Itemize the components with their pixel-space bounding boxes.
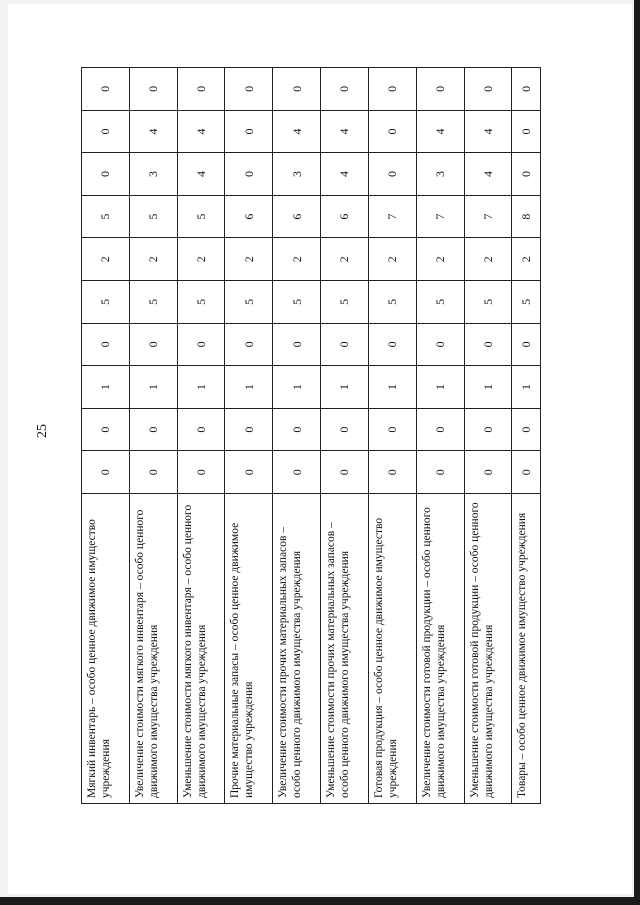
code-digit-cell: 0 <box>129 408 177 451</box>
code-digit-cell: 5 <box>82 195 130 238</box>
code-digit-cell: 0 <box>82 153 130 196</box>
code-digit-cell: 5 <box>225 281 273 324</box>
code-digit-cell: 0 <box>273 323 321 366</box>
code-digit-cell: 0 <box>512 68 541 111</box>
code-digit-cell: 5 <box>464 281 512 324</box>
code-digit-cell: 7 <box>368 195 416 238</box>
code-digit-cell: 5 <box>273 281 321 324</box>
scan-edge-bottom <box>0 897 640 905</box>
code-digit-cell: 0 <box>368 451 416 494</box>
code-digit-cell: 2 <box>368 238 416 281</box>
code-digit-cell: 0 <box>464 451 512 494</box>
account-table <box>81 67 541 804</box>
account-name-cell: Увеличение стоимости готовой продукции – особо ценного движимого имущества учреждения <box>416 494 464 804</box>
code-digit-cell: 3 <box>129 153 177 196</box>
account-name-cell: Мягкий инвентарь – особо ценное движимое имущество учреждения <box>82 494 130 804</box>
code-digit-cell: 0 <box>321 451 369 494</box>
code-digit-cell: 1 <box>416 366 464 409</box>
code-digit-cell: 1 <box>225 366 273 409</box>
code-digit-cell: 0 <box>416 451 464 494</box>
code-digit-cell: 6 <box>273 195 321 238</box>
code-digit-cell: 1 <box>273 366 321 409</box>
table-row <box>368 68 416 804</box>
code-digit-cell: 5 <box>368 281 416 324</box>
table-row <box>225 68 273 804</box>
table-row <box>321 68 369 804</box>
document-page <box>8 4 632 894</box>
code-digit-cell: 2 <box>321 238 369 281</box>
code-digit-cell: 6 <box>225 195 273 238</box>
code-digit-cell: 0 <box>225 153 273 196</box>
table-row <box>464 68 512 804</box>
code-digit-cell: 0 <box>177 451 225 494</box>
code-digit-cell: 2 <box>273 238 321 281</box>
code-digit-cell: 0 <box>177 68 225 111</box>
code-digit-cell: 0 <box>464 408 512 451</box>
code-digit-cell: 0 <box>273 68 321 111</box>
code-digit-cell: 2 <box>177 238 225 281</box>
code-digit-cell: 0 <box>512 153 541 196</box>
code-digit-cell: 1 <box>129 366 177 409</box>
code-digit-cell: 0 <box>368 110 416 153</box>
code-digit-cell: 1 <box>321 366 369 409</box>
code-digit-cell: 0 <box>321 68 369 111</box>
code-digit-cell: 2 <box>129 238 177 281</box>
code-digit-cell: 1 <box>82 366 130 409</box>
code-digit-cell: 5 <box>416 281 464 324</box>
code-digit-cell: 4 <box>177 153 225 196</box>
code-digit-cell: 0 <box>82 323 130 366</box>
code-digit-cell: 0 <box>416 68 464 111</box>
code-digit-cell: 0 <box>82 110 130 153</box>
code-digit-cell: 0 <box>225 408 273 451</box>
code-digit-cell: 7 <box>416 195 464 238</box>
code-digit-cell: 2 <box>225 238 273 281</box>
code-digit-cell: 0 <box>512 408 541 451</box>
code-digit-cell: 5 <box>321 281 369 324</box>
code-digit-cell: 0 <box>129 451 177 494</box>
code-digit-cell: 4 <box>321 153 369 196</box>
code-digit-cell: 0 <box>225 323 273 366</box>
code-digit-cell: 0 <box>177 408 225 451</box>
code-digit-cell: 3 <box>416 153 464 196</box>
code-digit-cell: 2 <box>82 238 130 281</box>
code-digit-cell: 0 <box>321 323 369 366</box>
code-digit-cell: 0 <box>368 408 416 451</box>
code-digit-cell: 3 <box>273 153 321 196</box>
code-digit-cell: 2 <box>512 238 541 281</box>
page-number: 25 <box>35 424 50 438</box>
table-row <box>273 68 321 804</box>
account-name-cell: Прочие материальные запасы – особо ценное движимое имущество учреждения <box>225 494 273 804</box>
code-digit-cell: 0 <box>82 451 130 494</box>
table-row <box>416 68 464 804</box>
account-name-cell: Готовая продукция – особо ценное движимое имущество учреждения <box>368 494 416 804</box>
code-digit-cell: 0 <box>368 323 416 366</box>
code-digit-cell: 4 <box>464 110 512 153</box>
code-digit-cell: 0 <box>464 68 512 111</box>
code-digit-cell: 4 <box>177 110 225 153</box>
code-digit-cell: 6 <box>321 195 369 238</box>
code-digit-cell: 4 <box>321 110 369 153</box>
code-digit-cell: 0 <box>82 68 130 111</box>
code-digit-cell: 0 <box>273 408 321 451</box>
code-digit-cell: 0 <box>225 110 273 153</box>
code-digit-cell: 0 <box>512 110 541 153</box>
code-digit-cell: 4 <box>416 110 464 153</box>
code-digit-cell: 0 <box>512 451 541 494</box>
code-digit-cell: 0 <box>129 68 177 111</box>
table-row <box>82 68 130 804</box>
code-digit-cell: 0 <box>225 68 273 111</box>
code-digit-cell: 0 <box>416 323 464 366</box>
table-row <box>177 68 225 804</box>
code-digit-cell: 5 <box>512 281 541 324</box>
account-name-cell: Уменьшение стоимости прочих материальных запасов – особо ценного движимого имущества учреждения <box>321 494 369 804</box>
code-digit-cell: 4 <box>464 153 512 196</box>
code-digit-cell: 0 <box>368 68 416 111</box>
scan-edge-right <box>634 0 640 905</box>
account-name-cell: Уменьшение стоимости мягкого инвентаря – особо ценного движимого имущества учреждения <box>177 494 225 804</box>
code-digit-cell: 2 <box>416 238 464 281</box>
account-name-cell: Уменьшение стоимости готовой продукции – особо ценного движимого имущества учреждения <box>464 494 512 804</box>
code-digit-cell: 4 <box>273 110 321 153</box>
account-name-cell: Увеличение стоимости прочих материальных запасов – особо ценного движимого имущества учреждения <box>273 494 321 804</box>
code-digit-cell: 0 <box>177 323 225 366</box>
code-digit-cell: 1 <box>512 366 541 409</box>
account-table-wrapper <box>81 68 541 804</box>
code-digit-cell: 1 <box>368 366 416 409</box>
code-digit-cell: 0 <box>416 408 464 451</box>
code-digit-cell: 0 <box>225 451 273 494</box>
account-name-cell: Товары – особо ценное движимое имущество учреждения <box>512 494 541 804</box>
table-row <box>129 68 177 804</box>
code-digit-cell: 5 <box>177 195 225 238</box>
code-digit-cell: 5 <box>129 281 177 324</box>
code-digit-cell: 1 <box>177 366 225 409</box>
code-digit-cell: 8 <box>512 195 541 238</box>
code-digit-cell: 5 <box>82 281 130 324</box>
table-body <box>82 68 541 804</box>
code-digit-cell: 0 <box>464 323 512 366</box>
code-digit-cell: 7 <box>464 195 512 238</box>
code-digit-cell: 1 <box>464 366 512 409</box>
code-digit-cell: 5 <box>177 281 225 324</box>
table-row <box>512 68 541 804</box>
code-digit-cell: 0 <box>512 323 541 366</box>
account-name-cell: Увеличение стоимости мягкого инвентаря – особо ценного движимого имущества учреждения <box>129 494 177 804</box>
code-digit-cell: 0 <box>129 323 177 366</box>
code-digit-cell: 2 <box>464 238 512 281</box>
code-digit-cell: 0 <box>273 451 321 494</box>
code-digit-cell: 5 <box>129 195 177 238</box>
code-digit-cell: 0 <box>321 408 369 451</box>
code-digit-cell: 0 <box>82 408 130 451</box>
code-digit-cell: 4 <box>129 110 177 153</box>
code-digit-cell: 0 <box>368 153 416 196</box>
